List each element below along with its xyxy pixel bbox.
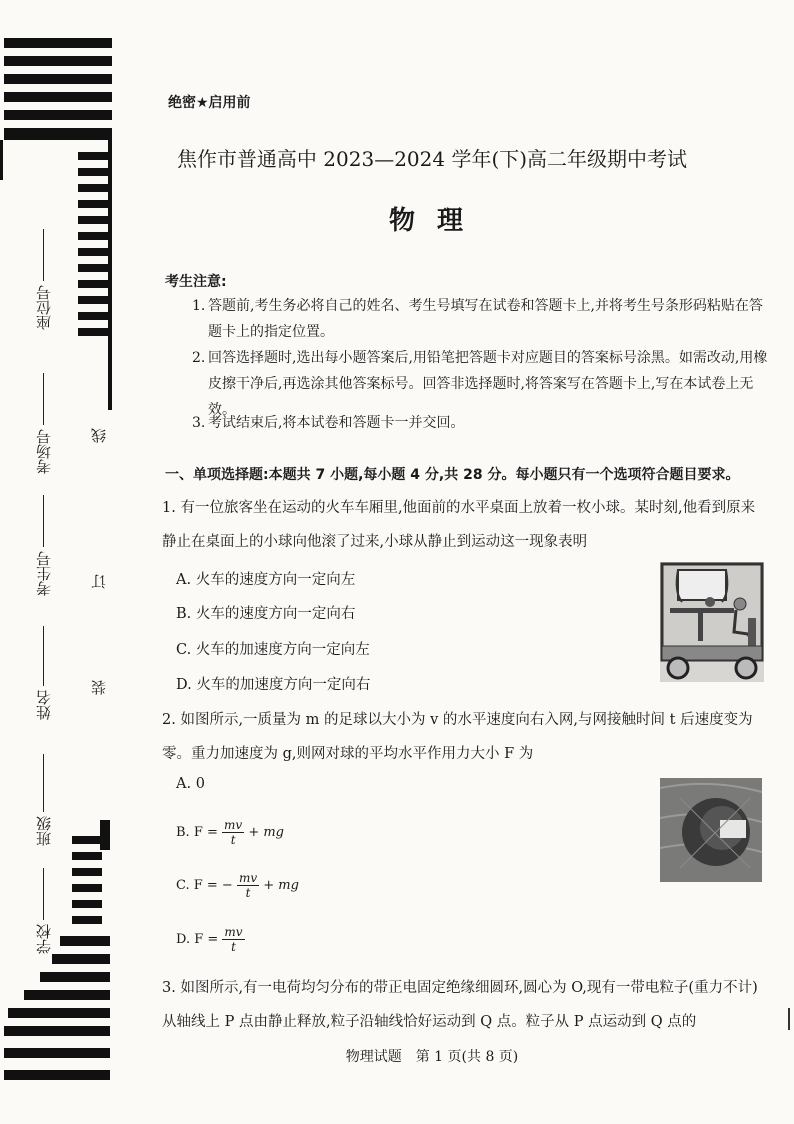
- fraction-denominator: t: [231, 940, 236, 954]
- question-1-option-a: A. 火车的速度方向一定向左: [176, 572, 356, 588]
- edge-mark: [788, 1008, 790, 1030]
- notice-item-text: 答题前,考生务必将自己的姓名、考生号填写在试卷和答题卡上,并将考生号条形码粘贴在答题卡上的指定位置。: [208, 298, 763, 340]
- notice-item-1: [192, 293, 768, 345]
- notice-item-number: 3.: [192, 415, 206, 431]
- question-2-option-d: [176, 925, 245, 954]
- fraction: [222, 925, 244, 954]
- seat-field: [33, 212, 54, 330]
- option-c-suffix: + mg: [263, 878, 299, 893]
- notice-item-text: 回答选择题时,选出每小题答案后,用铅笔把答题卡对应题目的答案标号涂黑。如需改动,用橡皮擦干净后,再选涂其他答案标号。回答非选择题时,将答案写在答题卡上,写在本试卷上无效。: [208, 350, 768, 418]
- subject-title: 物理: [388, 206, 485, 236]
- exam-no-field: [33, 478, 54, 596]
- exam-no-label: 考生号: [35, 551, 53, 596]
- fraction-numerator: mv: [224, 925, 243, 939]
- fraction-denominator: t: [245, 886, 251, 900]
- question-1-stem: 1. 有一位旅客坐在运动的火车车厢里,他面前的水平桌面上放着一枚小球。某时刻,他看到原来静止在桌面上的小球向他滚了过来,小球从静止到运动这一现象表明: [162, 500, 756, 550]
- question-2-option-c: [176, 871, 299, 900]
- exam-title: 焦作市普通高中 2023—2024 学年(下)高二年级期中考试: [176, 147, 688, 171]
- notice-heading: 考生注意:: [165, 274, 227, 290]
- name-label: 姓名: [35, 690, 53, 720]
- notice-item-number: 1.: [192, 298, 206, 314]
- option-b-suffix: + mg: [248, 825, 285, 840]
- bind-line-mark: 线: [90, 428, 108, 443]
- name-field: [33, 612, 54, 720]
- notice-item-number: 2.: [192, 350, 206, 366]
- class-label: 班级: [35, 816, 53, 846]
- page-footer: 物理试题 第 1 页(共 8 页): [345, 1049, 519, 1065]
- option-d-prefix: D. F =: [176, 932, 219, 947]
- question-1-option-c: C. 火车的加速度方向一定向左: [176, 642, 370, 658]
- football-net-photo: [660, 778, 762, 882]
- question-2-option-b: [176, 818, 284, 847]
- fraction: [222, 818, 244, 847]
- school-label: 学校: [35, 924, 53, 954]
- exam-room-field: [33, 356, 54, 474]
- fraction-numerator: mv: [238, 871, 258, 885]
- option-c-prefix: C. F = −: [176, 878, 233, 893]
- school-field: [33, 860, 54, 954]
- fraction-numerator: mv: [224, 818, 243, 832]
- fraction: [237, 871, 259, 900]
- confidential-mark: 绝密★启用前: [168, 95, 251, 111]
- question-1-option-b: B. 火车的速度方向一定向右: [176, 606, 356, 622]
- exam-room-label: 考场号: [35, 429, 53, 474]
- bind-install-mark: 装: [90, 680, 108, 695]
- question-2-option-a: A. 0: [176, 776, 205, 792]
- question-1-option-d: D. 火车的加速度方向一定向右: [176, 677, 371, 693]
- notice-item-3: [192, 410, 768, 436]
- seat-label: 座位号: [35, 285, 53, 330]
- question-3-stem: 3. 如图所示,有一电荷均匀分布的带正电固定绝缘细圆环,圆心为 O,现有一带电粒子(重力不计)从轴线上 P 点由静止释放,粒子沿轴线恰好运动到 Q 点。粒子从 P 点运动到 Q 点的: [162, 980, 758, 1030]
- question-2-stem: 2. 如图所示,一质量为 m 的足球以大小为 v 的水平速度向右入网,与网接触时间 t 后速度变为零。重力加速度为 g,则网对球的平均水平作用力大小 F 为: [162, 712, 753, 762]
- option-b-prefix: B. F =: [176, 825, 218, 840]
- train-passenger-figure: [660, 562, 764, 682]
- notice-item-text: 考试结束后,将本试卷和答题卡一并交回。: [208, 415, 465, 431]
- fraction-denominator: t: [230, 833, 236, 847]
- class-field: [33, 740, 54, 846]
- bind-staple-mark: 订: [90, 574, 108, 589]
- section-heading: 一、单项选择题:本题共 7 小题,每小题 4 分,共 28 分。每小题只有一个选项符合题目要求。: [165, 467, 740, 483]
